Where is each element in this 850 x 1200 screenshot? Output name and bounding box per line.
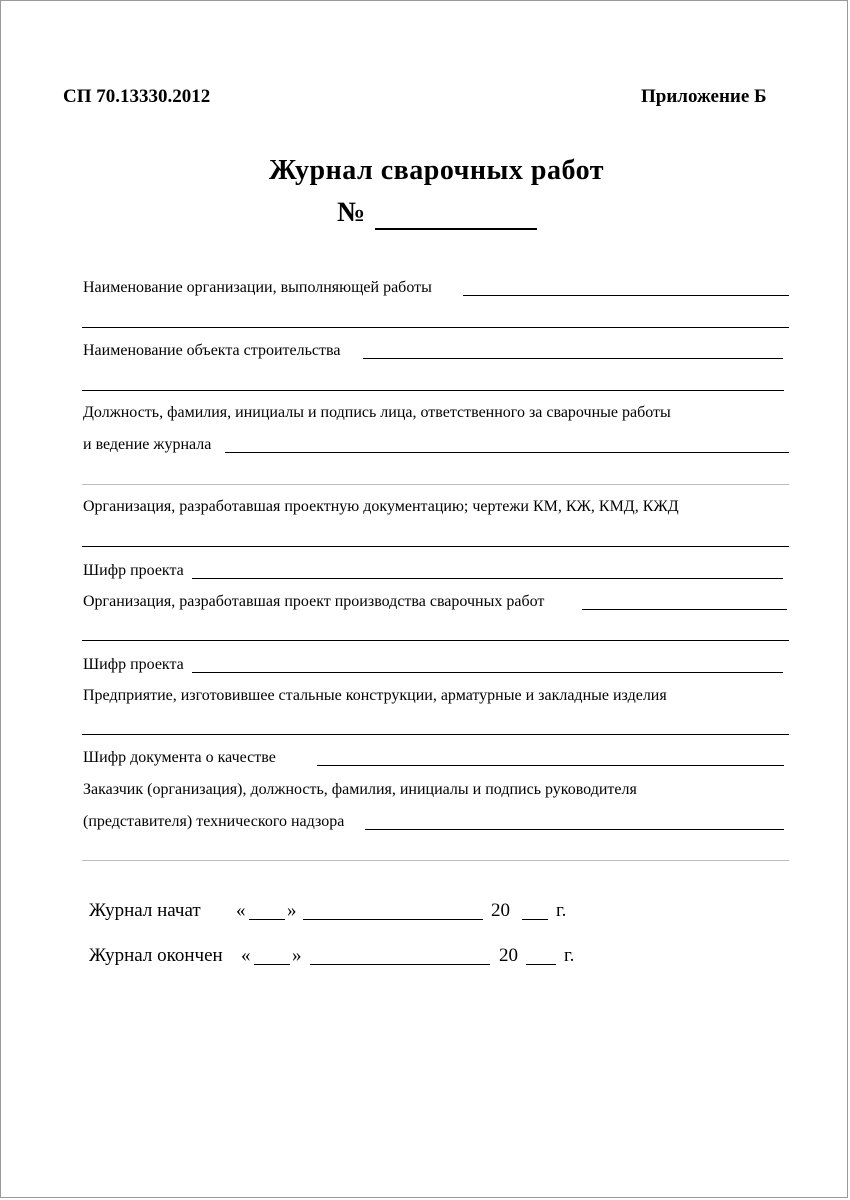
field-responsible[interactable] [225,452,789,453]
journal-title: Журнал сварочных работ [269,155,604,186]
label-quality-doc: Шифр документа о качестве [83,749,276,766]
label-customer-line2: (представителя) технического надзора [83,813,345,830]
field-project-code-1[interactable] [192,578,783,579]
quote-open: « [241,945,251,966]
journal-number-field[interactable] [375,228,537,230]
label-manufacturer: Предприятие, изготовившее стальные конструкции, арматурные и закладные изделия [83,687,667,704]
field-project-code-2[interactable] [192,672,783,673]
year-suffix: г. [564,945,575,966]
label-project-code-2: Шифр проекта [83,656,184,673]
finished-day-field[interactable] [254,964,290,965]
field-design-org[interactable] [82,546,789,547]
label-journal-started: Журнал начат [89,900,201,921]
field-org-performing[interactable] [463,295,789,296]
year-suffix: г. [556,900,567,921]
started-day-field[interactable] [249,919,285,920]
field-object-name[interactable] [363,358,783,359]
label-journal-finished: Журнал окончен [89,945,223,966]
field-object-name-cont[interactable] [82,390,784,391]
field-customer-cont[interactable] [82,860,789,861]
field-quality-doc[interactable] [317,765,784,766]
label-object-name: Наименование объекта строительства [83,342,341,359]
field-ppr-org[interactable] [582,609,787,610]
finished-year-field[interactable] [526,964,556,965]
field-customer[interactable] [365,829,784,830]
field-ppr-org-cont[interactable] [82,640,789,641]
started-year-field[interactable] [522,919,548,920]
year-prefix: 20 [499,945,518,966]
field-responsible-cont[interactable] [82,484,789,485]
appendix-label: Приложение Б [641,86,767,107]
label-design-org: Организация, разработавшая проектную документацию; чертежи КМ, КЖ, КМД, КЖД [83,498,679,515]
label-responsible-line1: Должность, фамилия, инициалы и подпись лица, ответственного за сварочные работы [83,404,671,421]
field-org-performing-cont[interactable] [82,327,789,328]
document-code: СП 70.13330.2012 [63,86,211,107]
quote-close: » [292,945,302,966]
finished-month-field[interactable] [310,964,490,965]
year-prefix: 20 [491,900,510,921]
label-ppr-org: Организация, разработавшая проект производства сварочных работ [83,593,545,610]
label-responsible-line2: и ведение журнала [83,436,212,453]
label-customer-line1: Заказчик (организация), должность, фамилия, инициалы и подпись руководителя [83,781,637,798]
number-sign: № [337,197,366,228]
quote-close: » [287,900,297,921]
field-manufacturer[interactable] [82,734,789,735]
quote-open: « [236,900,246,921]
label-org-performing: Наименование организации, выполняющей работы [83,279,432,296]
started-month-field[interactable] [303,919,483,920]
label-project-code-1: Шифр проекта [83,562,184,579]
